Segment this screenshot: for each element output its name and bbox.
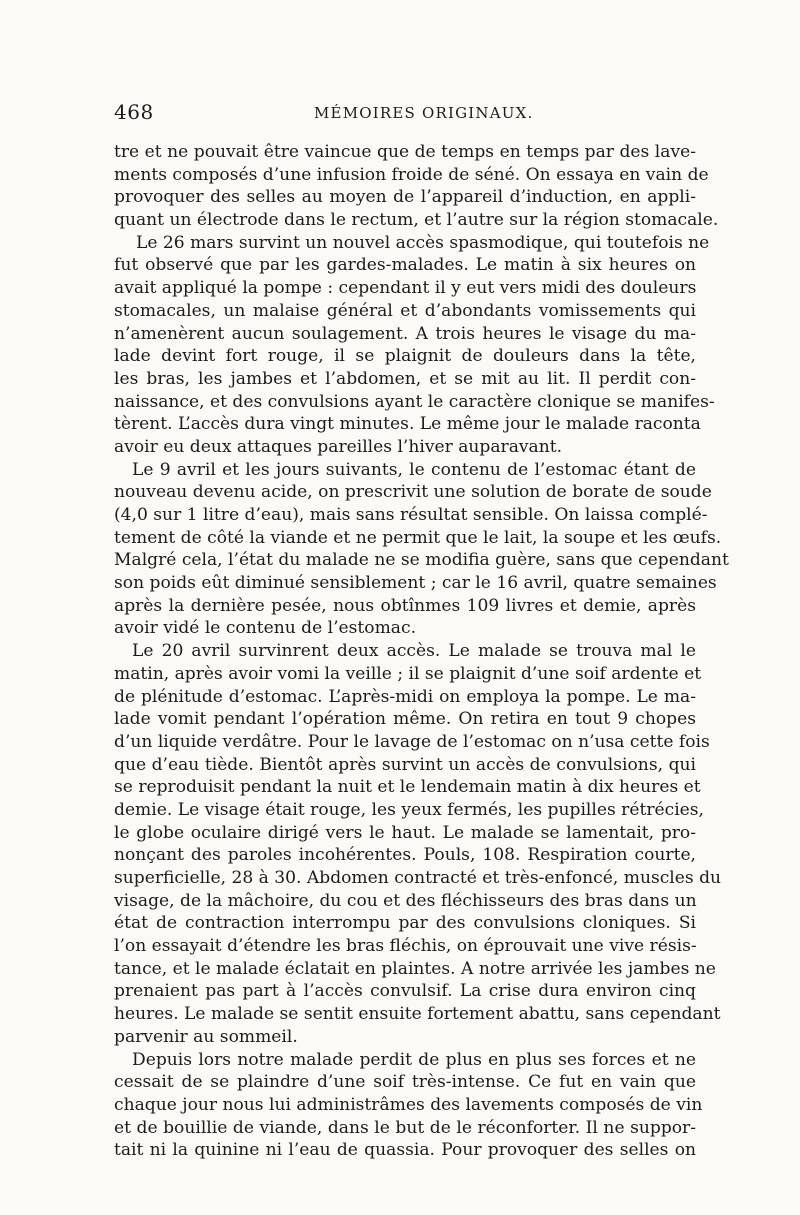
text-line: demie. Le visage était rouge, les yeux fermés, les pupilles rétrécies,: [114, 799, 704, 820]
text-line: le globe oculaire dirigé vers le haut. Le malade se lamentait, pro-: [114, 822, 696, 843]
paragraph-start-line: Le 26 mars survint un nouvel accès spasmodique, qui toutefois ne: [136, 232, 710, 253]
running-head: MÉMOIRES ORIGINAUX.: [314, 104, 534, 122]
text-line: heures. Le malade se sentit ensuite fortement abattu, sans cependant: [114, 1004, 721, 1025]
text-line: stomacales, un malaise général et d’abondants vomissements qui: [114, 300, 696, 321]
paragraph-end-line: parvenir au sommeil.: [114, 1026, 298, 1047]
text-line: l’on essayait d’étendre les bras fléchis, on éprouvait une vive résis-: [114, 936, 697, 957]
text-line: naissance, et des convulsions ayant le caractère clonique se manifes-: [114, 391, 715, 412]
text-line: que d’eau tiède. Bientôt après survint un accès de convulsions, qui: [114, 754, 696, 775]
text-line: visage, de la mâchoire, du cou et des fléchisseurs des bras dans un: [114, 890, 697, 911]
text-line: chaque jour nous lui administrâmes des lavements composés de vin: [114, 1094, 703, 1115]
paragraph-end-line: avoir vidé le contenu de l’estomac.: [114, 618, 417, 639]
body-text: [114, 141, 729, 1162]
text-line: provoquer des selles au moyen de l’appareil d’induction, en appli-: [114, 187, 696, 208]
paragraph-start-line: Le 9 avril et les jours suivants, le contenu de l’estomac étant de: [132, 459, 696, 480]
paragraph-end-line: avoir eu deux attaques pareilles l’hiver auparavant.: [114, 436, 563, 457]
paragraph-start-line: Depuis lors notre malade perdit de plus en plus ses forces et ne: [132, 1049, 696, 1070]
text-line: (4,0 sur 1 litre d’eau), mais sans résultat sensible. On laissa complé-: [114, 505, 708, 525]
text-line: tait ni la quinine ni l’eau de quassia. Pour provoquer des selles on: [114, 1140, 696, 1161]
text-line: cessait de se plaindre d’une soif très-intense. Ce fut en vain que: [114, 1072, 696, 1093]
text-line: Malgré cela, l’état du malade ne se modifia guère, sans que cependant: [114, 550, 729, 571]
text-line: prenaient pas part à l’accès convulsif. La crise dura environ cinq: [114, 981, 696, 1002]
text-line: tèrent. L’accès dura vingt minutes. Le même jour le malade raconta: [114, 414, 701, 435]
text-line: de plénitude d’estomac. L’après-midi on employa la pompe. Le ma-: [114, 686, 696, 707]
text-line: état de contraction interrompu par des convulsions cloniques. Si: [114, 913, 696, 934]
text-line: tre et ne pouvait être vaincue que de temps en temps par des lave-: [114, 142, 696, 162]
text-line: tement de côté la viande et ne permit que le lait, la soupe et les œufs.: [114, 527, 722, 548]
text-line: quant un électrode dans le rectum, et l’autre sur la région stomacale.: [114, 210, 719, 231]
text-line: n’amenèrent aucun soulagement. A trois heures le visage du ma-: [114, 323, 696, 344]
text-line: nonçant des paroles incohérentes. Pouls, 108. Respiration courte,: [114, 845, 696, 866]
text-line: lade devint fort rouge, il se plaignit de douleurs dans la tête,: [114, 346, 696, 367]
text-line: et de bouillie de viande, dans le but de le réconforter. Il ne suppor-: [114, 1117, 696, 1138]
text-line: après la dernière pesée, nous obtînmes 109 livres et demie, après: [114, 595, 696, 616]
text-line: matin, après avoir vomi la veille ; il se plaignit d’une soif ardente et: [114, 663, 702, 684]
page-header: [114, 100, 694, 126]
text-line: ments composés d’une infusion froide de séné. On essaya en vain de: [114, 164, 709, 185]
text-line: superficielle, 28 à 30. Abdomen contracté et très-enfoncé, muscles du: [114, 868, 722, 888]
text-line: d’un liquide verdâtre. Pour le lavage de l’estomac on n’usa cette fois: [114, 731, 710, 752]
page-number: 468: [114, 100, 154, 124]
text-line: son poids eût diminué sensiblement ; car le 16 avril, quatre semaines: [114, 573, 717, 594]
text-line: fut observé que par les gardes-malades. Le matin à six heures on: [114, 255, 696, 276]
text-line: nouveau devenu acide, on prescrivit une solution de borate de soude: [114, 482, 712, 503]
text-line: avait appliqué la pompe : cependant il y eut vers midi des douleurs: [114, 278, 697, 299]
text-line: se reproduisit pendant la nuit et le lendemain matin à dix heures et: [114, 777, 701, 798]
text-line: les bras, les jambes et l’abdomen, et se mit au lit. Il perdit con-: [114, 368, 696, 389]
text-line: tance, et le malade éclatait en plaintes. A notre arrivée les jambes ne: [114, 958, 716, 979]
paragraph-start-line: Le 20 avril survinrent deux accès. Le malade se trouva mal le: [132, 641, 696, 662]
text-line: lade vomit pendant l’opération même. On retira en tout 9 chopes: [114, 709, 696, 730]
